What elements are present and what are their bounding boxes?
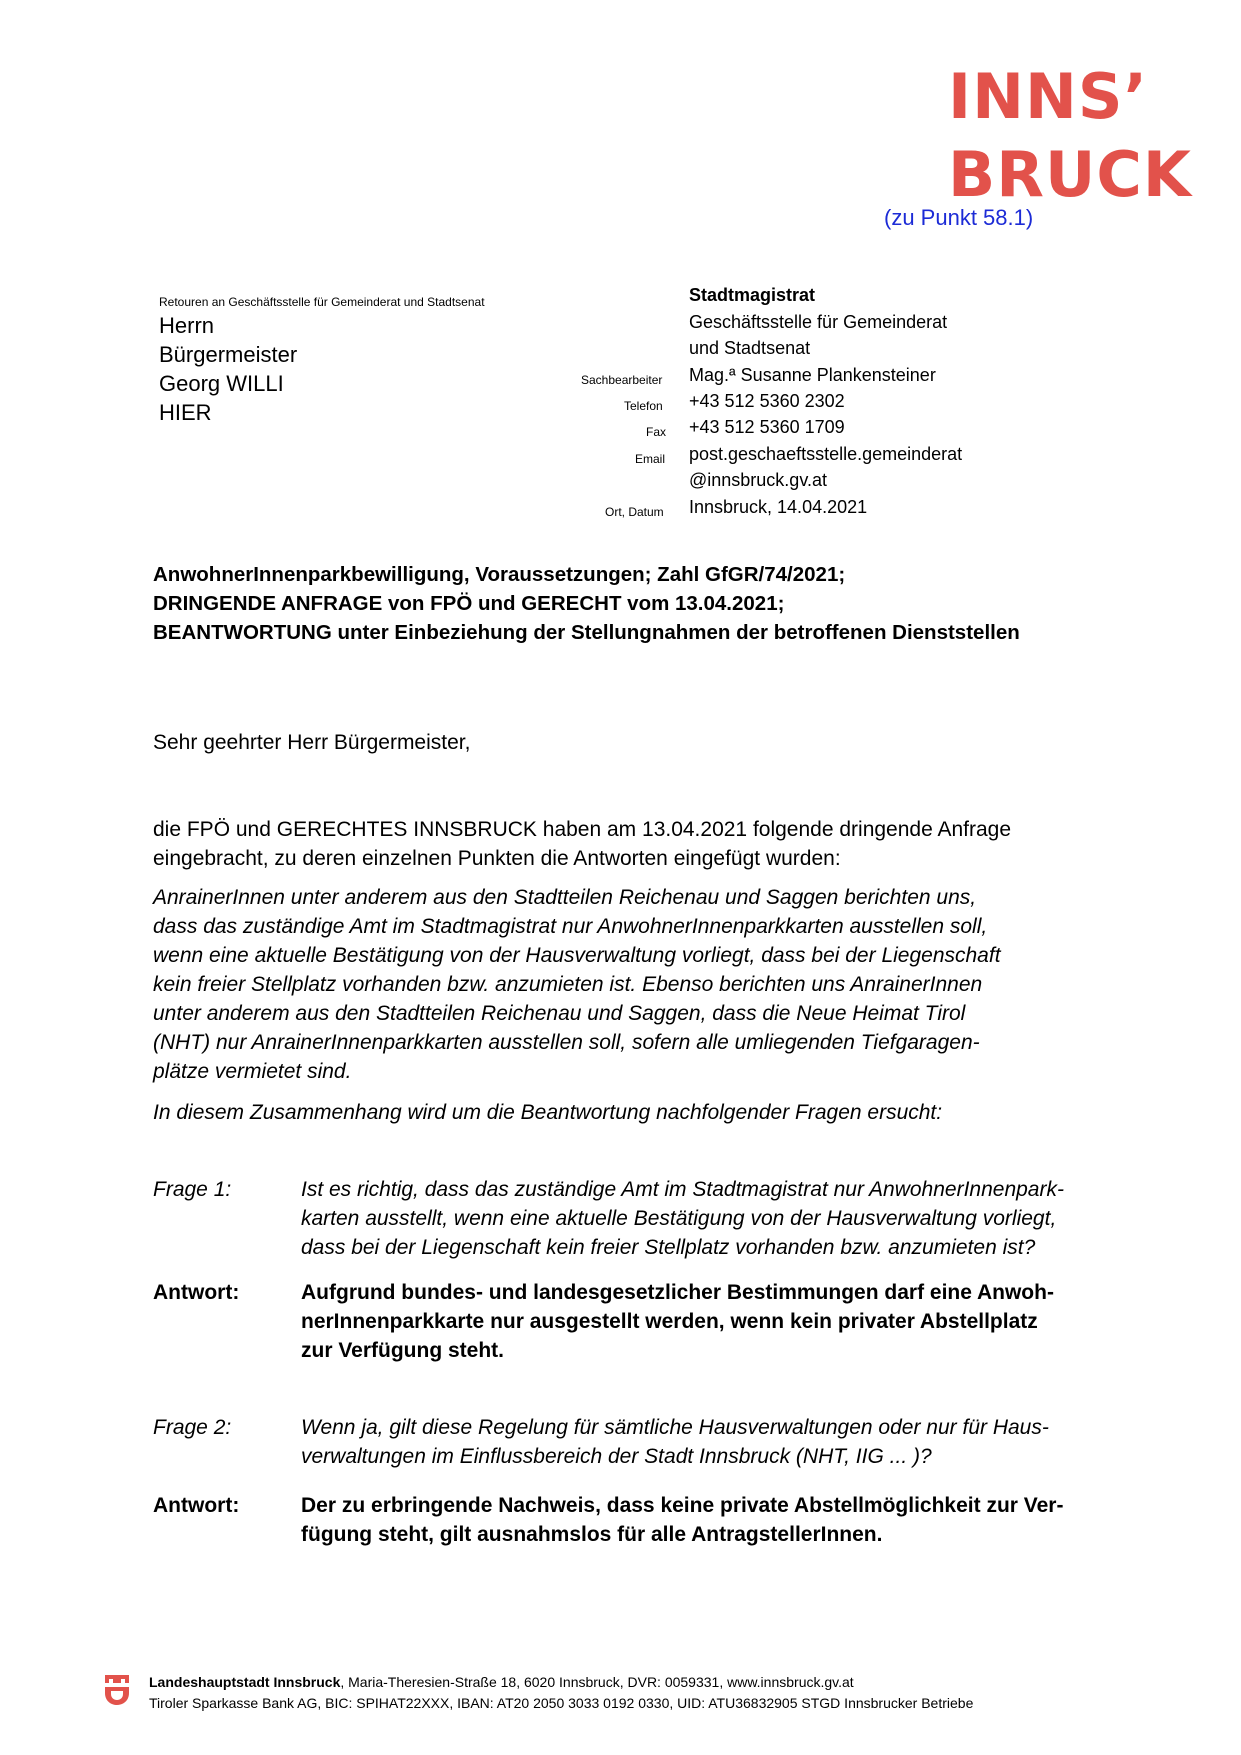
email-address-cont: @innsbruck.gv.at: [689, 470, 827, 490]
fax-number: +43 512 5360 1709: [689, 417, 845, 437]
question-2: [153, 1413, 1143, 1473]
clerk-label: Sachbearbeiter: [581, 373, 663, 387]
phone-label: Telefon: [624, 399, 663, 413]
question-line: Wenn ja, gilt diese Regelung für sämtliche Hausverwaltungen oder nur für Haus-: [301, 1416, 1049, 1439]
answer-2: [153, 1491, 1143, 1551]
footer-line-2: Tiroler Sparkasse Bank AG, BIC: SPIHAT22XXX, IBAN: AT20 2050 3033 0192 0330, UID: ATU36832905 STGD Innsbrucker Betriebe: [149, 1695, 974, 1711]
subject-line: DRINGENDE ANFRAGE von FPÖ und GERECHT vom 13.04.2021;: [153, 592, 785, 615]
answer-2-tag: Antwort:: [153, 1494, 240, 1517]
question-line: Ist es richtig, dass das zuständige Amt im Stadtmagistrat nur AnwohnerInnenpark-: [301, 1178, 1064, 1201]
question-1-text: [301, 1175, 1143, 1262]
intro-line: eingebracht, zu deren einzelnen Punkten die Antworten eingefügt wurden:: [153, 847, 841, 870]
answer-line: nerInnenparkkarte nur ausgestellt werden, wenn kein privater Abstellplatz: [301, 1310, 1038, 1333]
quote-line: (NHT) nur AnrainerInnenparkkarten ausstellen soll, sofern alle umliegenden Tiefgaragen-: [153, 1031, 980, 1054]
recipient-line: Herrn: [159, 313, 215, 338]
intro-paragraph: [153, 815, 1143, 873]
question-1: [153, 1175, 1143, 1265]
subject: [153, 560, 1020, 647]
footer-org-name: Landeshauptstadt Innsbruck: [149, 1674, 341, 1690]
answer-2-text: [301, 1491, 1143, 1549]
footer-line-1: [149, 1672, 973, 1693]
innsbruck-logo: [948, 58, 1192, 214]
email-label: Email: [635, 452, 666, 466]
question-line: karten ausstellt, wenn eine aktuelle Bestätigung von der Hausverwaltung vorliegt,: [301, 1207, 1057, 1230]
logo-line-1: INNS’: [948, 60, 1149, 133]
question-line: verwaltungen im Einflussbereich der Stadt Innsbruck (NHT, IIG ... )?: [301, 1445, 932, 1468]
answer-line: Der zu erbringende Nachweis, dass keine private Abstellmöglichkeit zur Ver-: [301, 1494, 1064, 1517]
email-address: post.geschaeftsstelle.gemeinderat: [689, 444, 963, 464]
answer-line: Aufgrund bundes- und landesgesetzlicher Bestimmungen darf eine Anwoh-: [301, 1281, 1054, 1304]
inquiry-quote: [153, 883, 1143, 1127]
sender-org: Stadtmagistrat: [689, 285, 816, 305]
answer-line: zur Verfügung steht.: [301, 1339, 505, 1362]
answer-line: fügung steht, gilt ausnahmslos für alle AntragstellerInnen.: [301, 1523, 883, 1546]
footer: [149, 1672, 973, 1714]
question-2-text: [301, 1413, 1143, 1471]
date-label: Ort, Datum: [605, 505, 664, 519]
recipient-line: Georg WILLI: [159, 371, 284, 396]
quote-line: AnrainerInnen unter anderem aus den Stadtteilen Reichenau und Saggen berichten uns,: [153, 886, 977, 909]
place-date: Innsbruck, 14.04.2021: [689, 497, 868, 517]
clerk-name: Mag.ª Susanne Plankensteiner: [689, 365, 936, 385]
subject-line: BEANTWORTUNG unter Einbeziehung der Stellungnahmen der betroffenen Dienststellen: [153, 621, 1020, 644]
quote-line: unter anderem aus den Stadtteilen Reichenau und Saggen, dass die Neue Heimat Tirol: [153, 1002, 966, 1025]
phone-number: +43 512 5360 2302: [689, 391, 845, 411]
agenda-reference: (zu Punkt 58.1): [884, 205, 1034, 230]
sender-dept: und Stadtsenat: [689, 338, 811, 358]
footer-address: , Maria-Theresien-Straße 18, 6020 Innsbruck, DVR: 0059331, www.innsbruck.gv.at: [340, 1674, 854, 1690]
sender-dept: Geschäftsstelle für Gemeinderat: [689, 312, 948, 332]
quote-line: kein freier Stellplatz vorhanden bzw. anzumieten ist. Ebenso berichten uns AnrainerInnen: [153, 973, 983, 996]
quote-line: wenn eine aktuelle Bestätigung von der Hausverwaltung vorliegt, dass bei der Liegenschaft: [153, 944, 1001, 967]
question-line: dass bei der Liegenschaft kein freier Stellplatz vorhanden bzw. anzumieten ist?: [301, 1236, 1036, 1259]
recipient-line: HIER: [159, 400, 212, 425]
answer-1-text: [301, 1278, 1143, 1365]
recipient-line: Bürgermeister: [159, 342, 298, 367]
quote-line: In diesem Zusammenhang wird um die Beantwortung nachfolgender Fragen ersucht:: [153, 1101, 943, 1124]
salutation: Sehr geehrter Herr Bürgermeister,: [153, 731, 471, 754]
question-1-tag: Frage 1:: [153, 1178, 232, 1201]
quote-line: dass das zuständige Amt im Stadtmagistrat nur AnwohnerInnenparkkarten ausstellen soll,: [153, 915, 988, 938]
question-2-tag: Frage 2:: [153, 1416, 232, 1439]
city-emblem-icon: [103, 1673, 131, 1707]
answer-1: [153, 1278, 1143, 1368]
logo-line-2: BRUCK: [948, 138, 1192, 211]
subject-line: AnwohnerInnenparkbewilligung, Voraussetzungen; Zahl GfGR/74/2021;: [153, 563, 846, 586]
intro-line: die FPÖ und GERECHTES INNSBRUCK haben am 13.04.2021 folgende dringende Anfrage: [153, 818, 1011, 841]
fax-label: Fax: [646, 425, 667, 439]
return-address-note: Retouren an Geschäftsstelle für Gemeinderat und Stadtsenat: [159, 295, 485, 309]
answer-1-tag: Antwort:: [153, 1281, 240, 1304]
quote-line: plätze vermietet sind.: [153, 1060, 352, 1083]
